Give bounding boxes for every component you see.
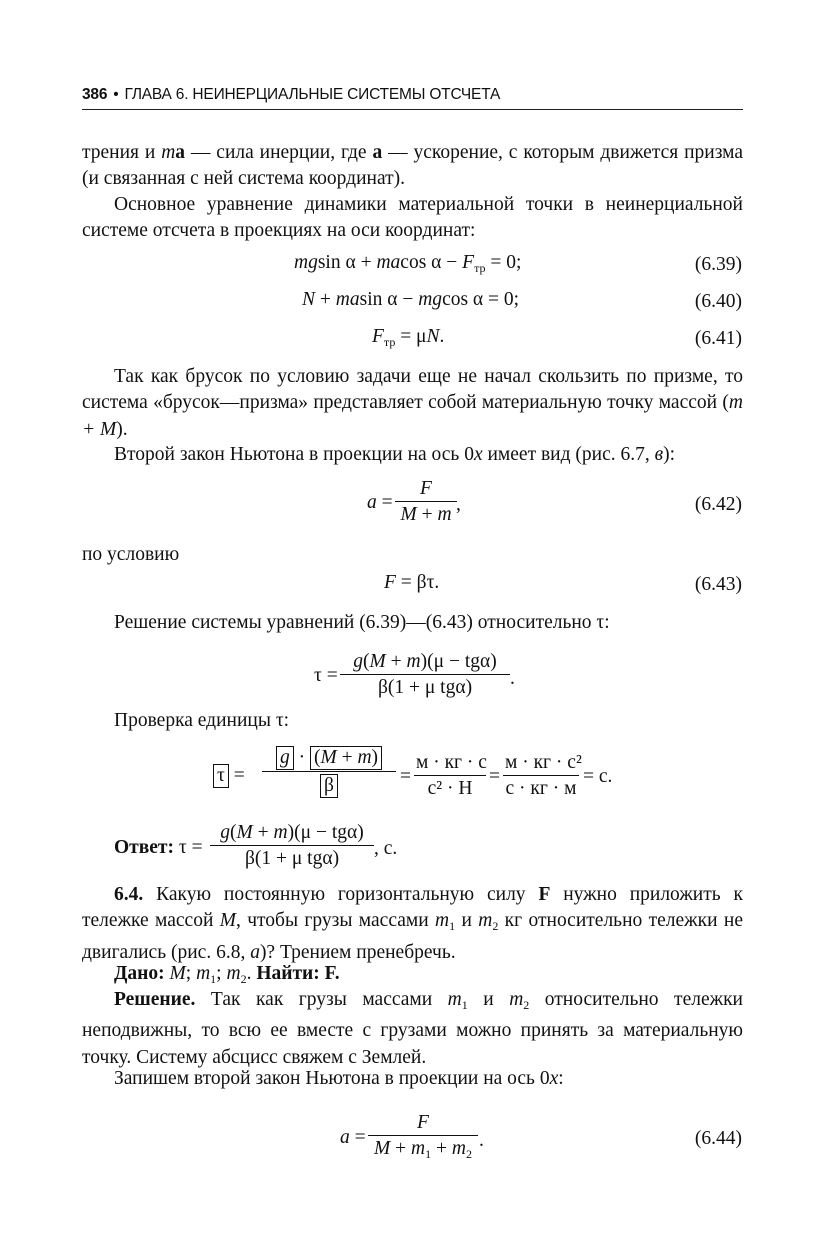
equation-number-6-43: (6.43) (694, 574, 742, 595)
given-line: Дано: M; $m_1$; $m_2$. Найти: F. (114, 963, 340, 986)
equation-6-39: mgsin α + macos $\alpha - F_{тр} = 0$; (294, 252, 522, 275)
page-number: 386 (82, 86, 108, 103)
equation-6-41: $F_{тр} = \mu N$. (372, 326, 445, 349)
paragraph-block-system: Так как брусок по условию задачи еще не начал скользить по призме, то система «брусок—призма» представляет собой материальную точку массой (m + M). (82, 366, 743, 440)
tau-period: . (510, 668, 515, 689)
equation-6-42-fraction: F M + m (395, 478, 457, 526)
unit-check-fraction-3: м · кг · с² с · кг · м (505, 752, 582, 799)
equation-number-6-39: (6.39) (694, 254, 742, 275)
equation-number-6-42: (6.42) (694, 494, 742, 515)
paragraph-main-equation: Основное уравнение динамики материальной точки в неинерциальной системе отсчета в проекциях на оси координат: (82, 194, 743, 242)
equation-6-44-period: . (479, 1130, 484, 1151)
unit-check-fraction-1: g · (M + m) β (262, 746, 396, 798)
unit-result: = с. (583, 766, 613, 787)
paragraph-solution-system: Решение системы уравнений (6.39)—(6.43) относительно τ: (114, 612, 610, 633)
equation-6-40: N + masin α − mgcos α = 0; (302, 289, 520, 310)
equation-6-42-lhs: a = (367, 492, 393, 513)
header-rule (82, 109, 743, 110)
equation-number-6-44: (6.44) (694, 1128, 742, 1149)
equation-6-44-lhs: a = (340, 1127, 366, 1148)
unit-check-lhs: τ = (213, 764, 245, 788)
problem-6-4: 6.4. Какую постоянную горизонтальную силу F нужно приложить к тележке массой M, чтобы грузы массами $m_1$ и $m_2$ кг относительно тележки не двигались (рис. 6.8, а)? Трением пренебречь. (82, 884, 743, 963)
paragraph-condition: по условию (82, 544, 180, 565)
paragraph-newton-0x: Запишем второй закон Ньютона в проекции на ось 0x: (114, 1068, 564, 1089)
answer-fraction: g(M + m)(μ − tgα) β(1 + μ tgα) (210, 822, 374, 870)
answer-unit: , с. (374, 838, 398, 859)
equation-6-43: F = βτ. (384, 572, 440, 593)
tau-lhs: τ = (314, 665, 338, 686)
answer-label: Ответ: τ = (114, 837, 203, 858)
equation-number-6-40: (6.40) (694, 291, 742, 312)
header-bullet: • (113, 86, 119, 103)
tau-fraction: g(M + m)(μ − tgα) β(1 + μ tgα) (340, 651, 510, 699)
equation-6-42-comma: , (456, 494, 461, 515)
chapter-title: ГЛАВА 6. НЕИНЕРЦИАЛЬНЫЕ СИСТЕМЫ ОТСЧЕТА (124, 86, 501, 103)
equation-6-44-fraction: F $M + m_1 + m_2$ (368, 1112, 478, 1162)
unit-check-fraction-2: м · кг · с с² · Н (416, 752, 487, 799)
unit-equals-2: = (489, 766, 500, 787)
unit-equals-1: = (400, 766, 411, 787)
paragraph-unit-check: Проверка единицы τ: (114, 710, 290, 731)
solution-paragraph: Решение. Так как грузы массами $m_1$ и $m_2$ относительно тележки неподвижны, то всю ее вместе с грузами можно принять за материальную точку. Систему абсцисс свяжем с Землей. (82, 989, 743, 1068)
running-header (82, 86, 742, 104)
paragraph-newton-law: Второй закон Ньютона в проекции на ось 0x имеет вид (рис. 6.7, в): (114, 444, 676, 465)
equation-number-6-41: (6.41) (694, 328, 742, 349)
paragraph-friction: трения и ma — сила инерции, где a — ускорение, с которым движется призма (и связанная с ней система координат). (82, 142, 743, 190)
